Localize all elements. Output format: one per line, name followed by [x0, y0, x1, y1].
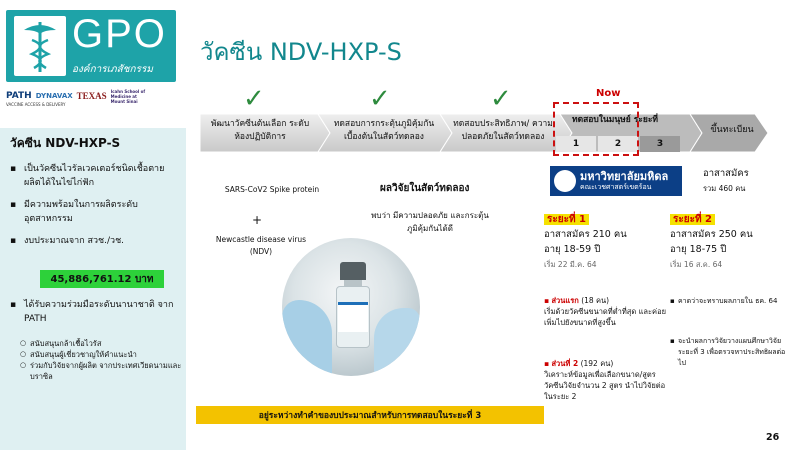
part1-text: เริ่มด้วยวัคซีนขนาดที่ต่ำที่สุด และค่อยเพิ่มไปยังขนาดที่สูงขึ้น [544, 307, 666, 327]
mahidol-seal-icon [554, 170, 576, 192]
now-label: Now [596, 88, 621, 99]
check-icon: ✓ [369, 84, 391, 114]
animal-results-text: พบว่า มีความปลอดภัย และกระตุ้นภูมิคุ้มกันได้ดี [371, 211, 489, 233]
vaccine-vial-photo [282, 238, 420, 376]
phase2-block [670, 212, 794, 272]
ndv-text: Newcastle disease virus (NDV) [215, 235, 307, 256]
sidebar-item: ▪ งบประมาณจาก สวช./วช. [10, 234, 182, 248]
stage-label: ทดสอบประสิทธิภาพ/ ความปลอดภัยในสัตว์ทดลอง [453, 119, 553, 142]
phase1-start: เริ่ม 22 มี.ค. 64 [544, 260, 597, 269]
part2-count: (192 คน) [580, 359, 614, 368]
collab-sub-list [20, 338, 182, 382]
phase2-volunteers: อาสาสมัคร 250 คน [670, 229, 753, 240]
phase-step-3: 3 [640, 136, 680, 152]
phase1-part1: ▪ ส่วนแรก (18 คน) เริ่มด้วยวัคซีนขนาดที่ต่ำที่สุด และค่อยเพิ่มไปยังขนาดที่สูงขึ้น [544, 296, 666, 327]
mahidol-faculty: คณะเวชศาสตร์เขตร้อน [580, 182, 652, 191]
gpo-wordmark: GPO [72, 12, 167, 56]
sars-spike-text: SARS-CoV2 Spike protein [224, 185, 320, 194]
part1-count: (18 คน) [581, 296, 610, 305]
volunteer-label: อาสาสมัคร [703, 168, 749, 179]
stage-label-human: ทดสอบในมนุษย์ ระยะที่ [571, 115, 658, 125]
part2-text: วิเคราะห์ข้อมูลเพื่อเลือกขนาด/สูตร วัคซีนวิจัยจำนวน 2 สูตร นำไปวิจัยต่อในระยะ 2 [544, 370, 666, 401]
budget-amount: 45,886,761.12 บาท [40, 270, 164, 288]
volunteer-total: รวม 460 คน [703, 184, 746, 193]
phase3-budget-banner: อยู่ระหว่างทำคำของบประมาณสำหรับการทดสอบในระยะที่ 3 [196, 406, 544, 424]
phase1-part2: ▪ ส่วนที่ 2 (192 คน) วิเคราะห์ข้อมูลเพื่อเลือกขนาด/สูตร วัคซีนวิจัยจำนวน 2 สูตร นำไปวิจัยต่อในระยะ 2 [544, 359, 666, 401]
sidebar-title: วัคซีน NDV-HXP-S [10, 136, 121, 150]
check-icon: ✓ [490, 84, 512, 114]
phase2-note-1: ▪ คาดว่าจะทราบผลภายใน ธค. 64 [670, 297, 778, 305]
gpo-subtitle: องค์การเภสัชกรรม [72, 64, 153, 75]
vial-cap [340, 262, 366, 280]
stage-label-register: ขึ้นทะเบียน [710, 125, 754, 135]
glove-shape [282, 300, 332, 376]
phase1-title: ระยะที่ 1 [544, 214, 589, 225]
phase2-note1-text: คาดว่าจะทราบผลภายใน ธค. 64 [678, 297, 778, 305]
phase1-block [544, 212, 666, 272]
phase2-age: อายุ 18-75 ปี [670, 244, 727, 255]
check-icon: ✓ [243, 84, 265, 114]
mahidol-logo [550, 166, 682, 196]
partner-dynavax: DYNAVAX [35, 92, 73, 100]
animal-results-title: ผลวิจัยในสัตว์ทดลอง [380, 183, 470, 194]
sidebar-item: ▪ เป็นวัคซีนไวรัลเวคเตอร์ชนิดเชื้อตาย ผลิตได้ในไข่ไก่ฟัก [10, 162, 182, 190]
part1-head: ส่วนแรก [551, 296, 579, 305]
collab-sub-item: ○ สนับสนุนกล้าเชื้อไวรัส [20, 338, 182, 349]
sidebar-item: ▪ มีความพร้อมในการผลิตระดับอุตสาหกรรม [10, 198, 182, 226]
page-number: 26 [766, 432, 780, 443]
collab-sub-item: ○ สนับสนุนผู้เชี่ยวชาญให้คำแนะนำ [20, 349, 182, 360]
vial-label [338, 302, 368, 332]
page-title: วัคซีน NDV-HXP-S [200, 38, 402, 66]
mahidol-name: มหาวิทยาลัยมหิดล [580, 169, 669, 183]
current-phase-highlight [553, 102, 639, 156]
caduceus-icon [14, 16, 66, 76]
volunteer-summary [703, 166, 749, 196]
partner-path: PATH [6, 91, 32, 101]
phase2-note-2: ▪ จะนำผลการวิจัยวางแผนศึกษาวิจัยระยะที่ 3 เพื่อตรวจหาประสิทธิผลต่อไป [670, 337, 786, 367]
collab-sub-item: ○ ร่วมกับวิจัยจากผู้ผลิต จากประเทศเวียดนามและบราซิล [20, 360, 182, 382]
phase2-title: ระยะที่ 2 [670, 214, 715, 225]
sidebar-list [10, 162, 182, 256]
sidebar-item-collab: ▪ ได้รับความร่วมมือระดับนานาชาติ จาก PATH [10, 298, 182, 326]
partner-texas: TEXAS [76, 91, 107, 101]
phase-step-2: 2 [598, 136, 638, 152]
part2-head: ส่วนที่ 2 [551, 359, 579, 368]
phase1-age: อายุ 18-59 ปี [544, 244, 601, 255]
partner-subtext: VACCINE ACCESS & DELIVERY [6, 102, 66, 107]
stage-label: พัฒนาวัคซีนต้นเลือก ระดับห้องปฏิบัติการ [210, 119, 310, 142]
gpo-logo [6, 10, 176, 82]
phase2-start: เริ่ม 16 ส.ค. 64 [670, 260, 723, 269]
glove-shape [374, 308, 420, 376]
collab-list [10, 298, 182, 334]
phase1-volunteers: อาสาสมัคร 210 คน [544, 229, 627, 240]
stage-label: ทดสอบการกระตุ้นภูมิคุ้มกัน เบื้องต้นในสัตว์ทดลอง [333, 119, 435, 142]
phase2-note2-text: จะนำผลการวิจัยวางแผนศึกษาวิจัยระยะที่ 3 เพื่อตรวจหาประสิทธิผลต่อไป [678, 337, 786, 367]
plus-sign: + [251, 213, 263, 227]
phase-step-1: 1 [556, 136, 596, 152]
partner-sinai: Icahn School of Medicine at Mount Sinai [110, 88, 146, 104]
